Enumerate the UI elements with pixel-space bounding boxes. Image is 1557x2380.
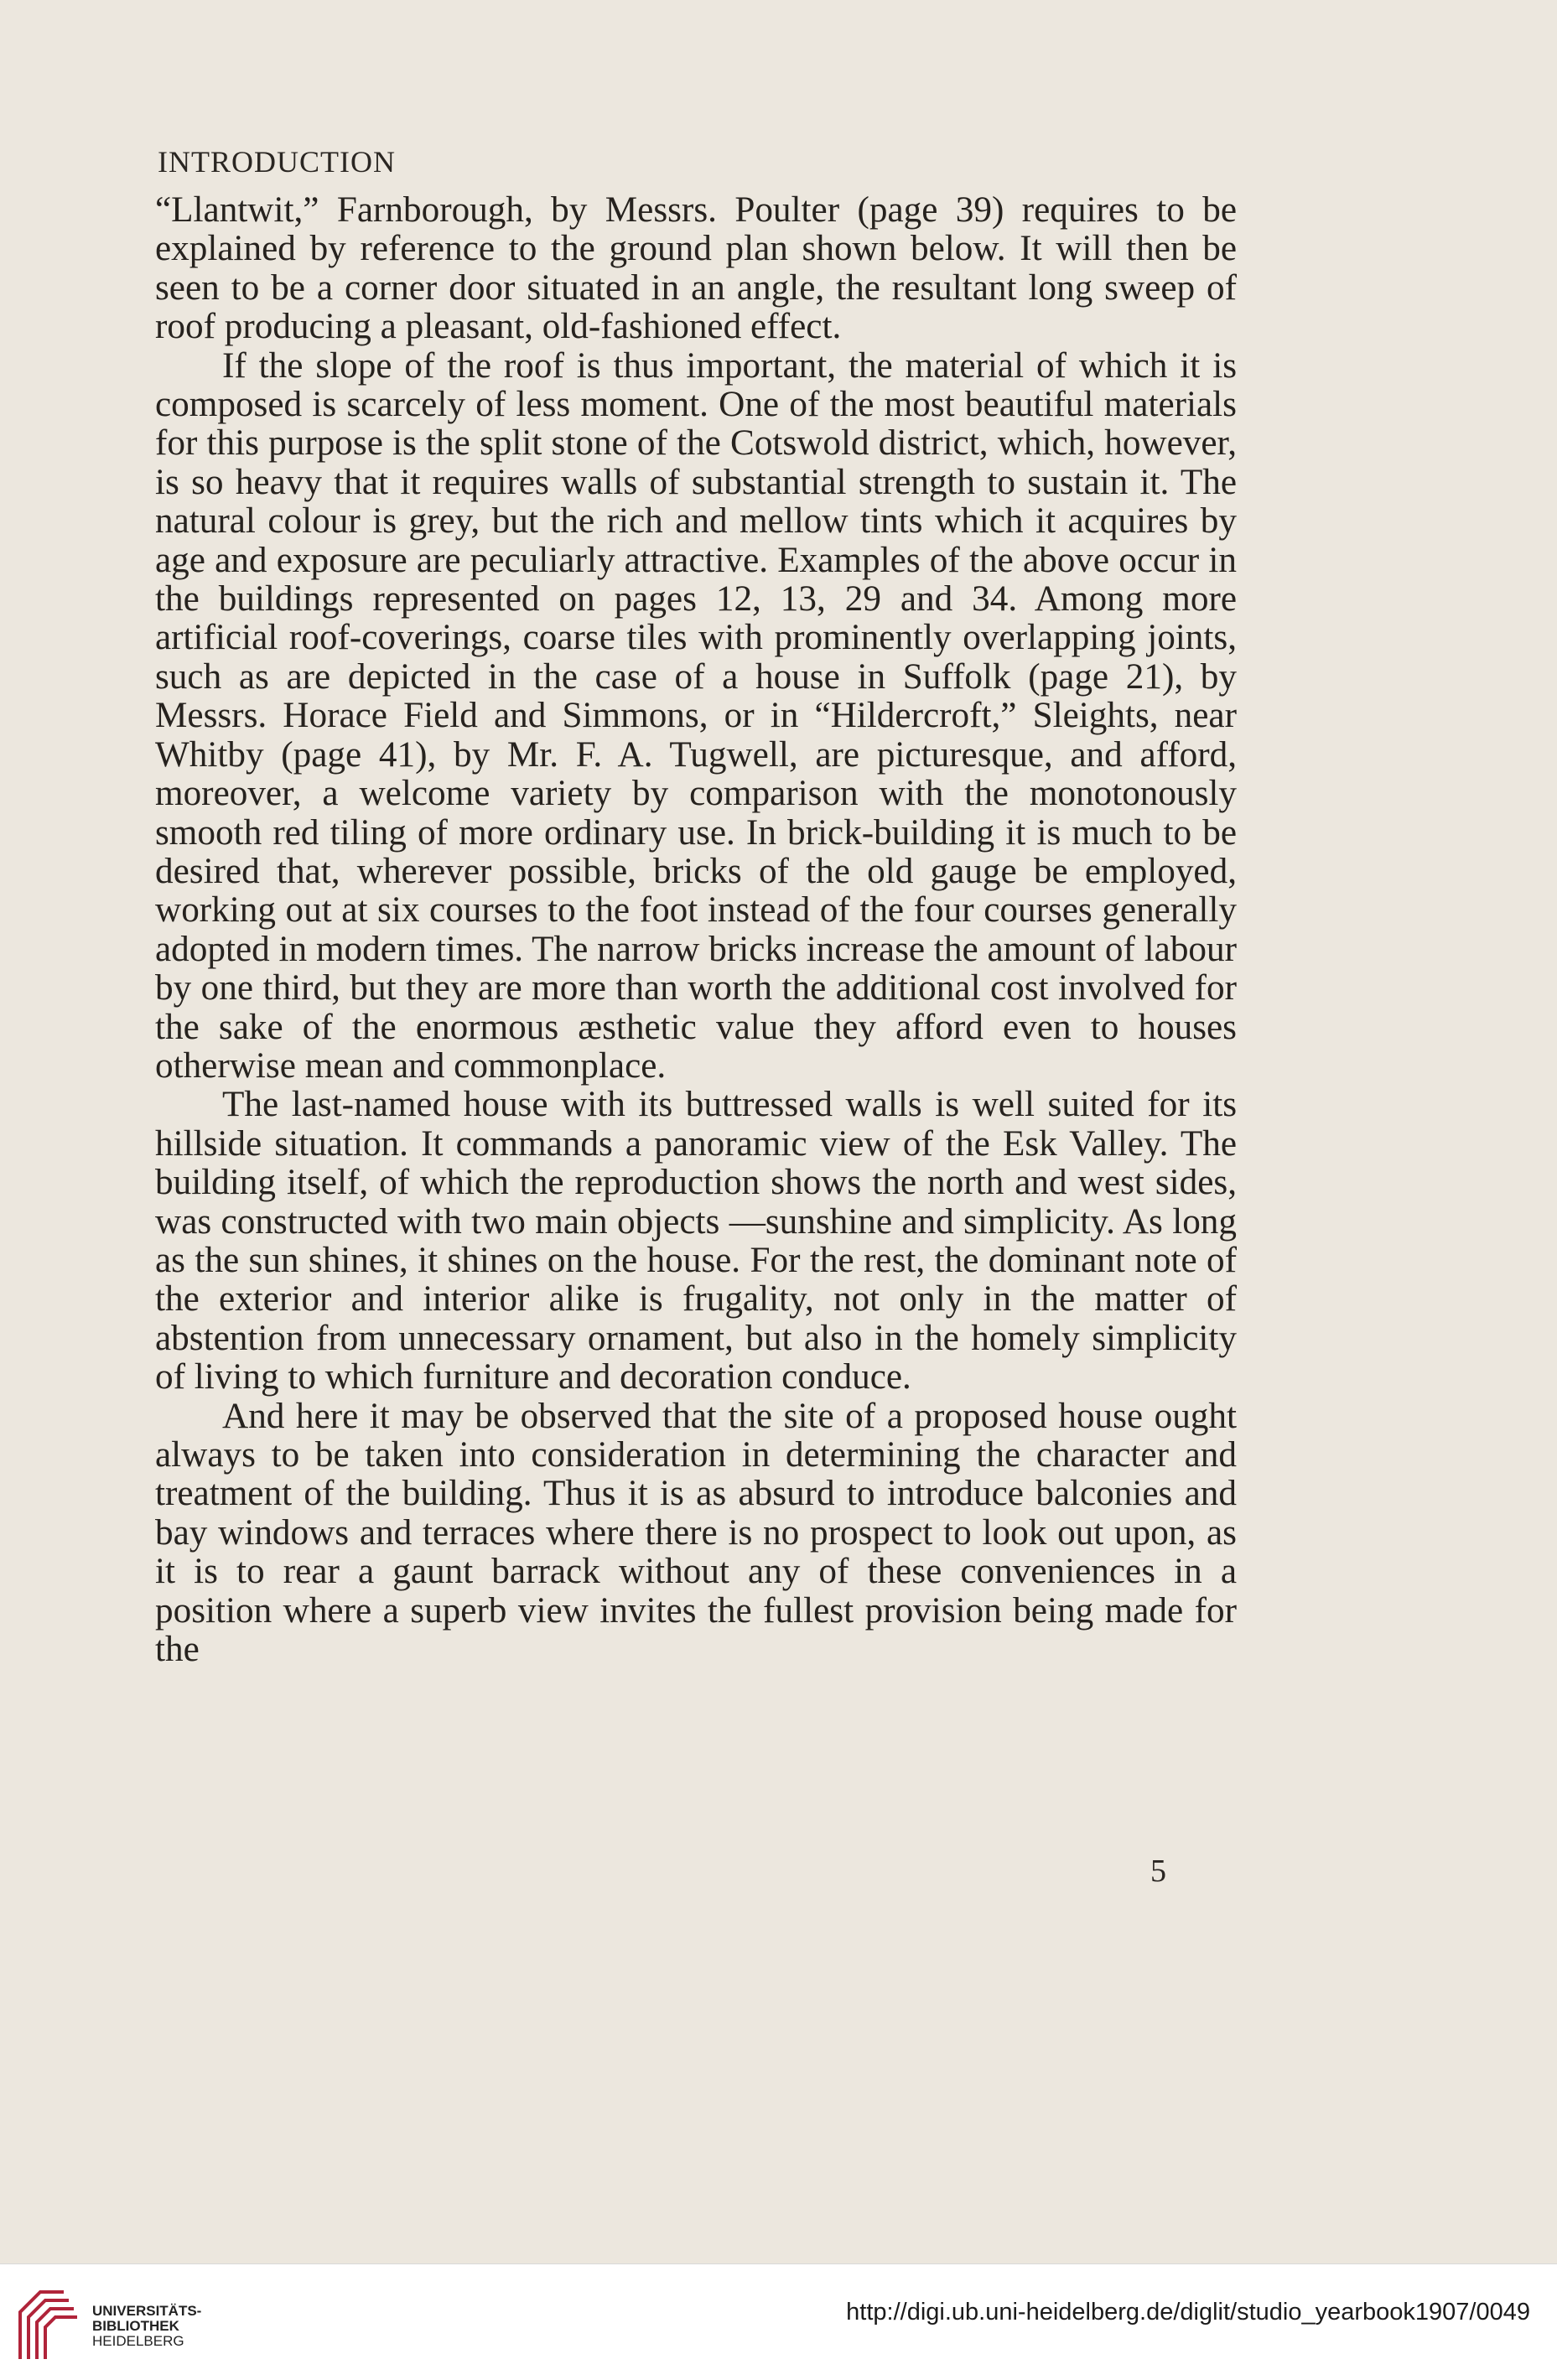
ub-heidelberg-logo-icon [15,2279,80,2362]
paragraph-4: And here it may be observed that the site of a proposed house ought always to be taken into consideration in determining the character and treatment of the building. Thus it is as absurd to introduce balconies and bay windows and terraces where there is no prospect to look out upon, as it is to rear a gaunt barrack without any of these conveniences in a position where a superb view invites the fullest provision being made for the [155,1396,1237,1670]
library-name-line-2: BIBLIOTHEK [92,2318,179,2334]
paragraph-2: If the slope of the roof is thus important, the material of which it is composed is scarcely of less moment. One of the most beautiful materials for this purpose is the split stone of the Cotswold district, which, however, is so heavy that it requires walls of substantial strength to sustain it. The natural colour is grey, but the rich and mellow tints which it acquires by age and exposure are peculiarly attractive. Examples of the above occur in the buildings represented on pages 12, 13, 29 and 34. Among more artificial roof-coverings, coarse tiles with prominently overlapping joints, such as are depicted in the case of a house in Suffolk (page 21), by Messrs. Horace Field and Simmons, or in “Hildercroft,” Sleights, near Whitby (page 41), by Mr. F. A. Tugwell, are picturesque, and afford, moreover, a welcome variety by comparison with the monotonously smooth red tiling of more ordinary use. In brick-building it is much to be desired that, wherever possible, bricks of the old gauge be employed, working out at six courses to the foot instead of the four courses generally adopted in modern times. The narrow bricks increase the amount of labour by one third, but they are more than worth the additional cost involved for the sake of the enormous æsthetic value they afford even to houses otherwise mean and commonplace. [155,345,1237,1086]
library-name-line-1: UNIVERSITÄTS- [92,2303,202,2319]
paragraph-3: The last-named house with its buttressed walls is well suited for its hillside situation. It commands a panoramic view of the Esk Valley. The building itself, of which the reproduction shows the north and west sides, was constructed with two main objects —sunshine and simplicity. As long as the sun shines, it shines on the house. For the rest, the dominant note of the exterior and interior alike is frugality, not only in the matter of abstention from unnecessary ornament, but also in the homely simplicity of living to which furniture and decoration conduce. [155,1085,1237,1397]
paragraph-1: “Llantwit,” Farnborough, by Messrs. Poulter (page 39) requires to be explained by reference to the ground plan shown below. It will then be seen to be a corner door situated in an angle, the resultant long sweep of roof producing a pleasant, old-fashioned effect. [155,190,1237,347]
library-name-line-3: HEIDELBERG [92,2333,184,2349]
source-url-link[interactable]: http://digi.ub.uni-heidelberg.de/diglit/studio_yearbook1907/0049 [846,2299,1530,2326]
running-head: INTRODUCTION [158,145,396,179]
library-name [92,2304,201,2349]
logo-graphic [15,2279,80,2362]
page-number: 5 [1150,1854,1166,1889]
body-text [155,191,1237,1669]
